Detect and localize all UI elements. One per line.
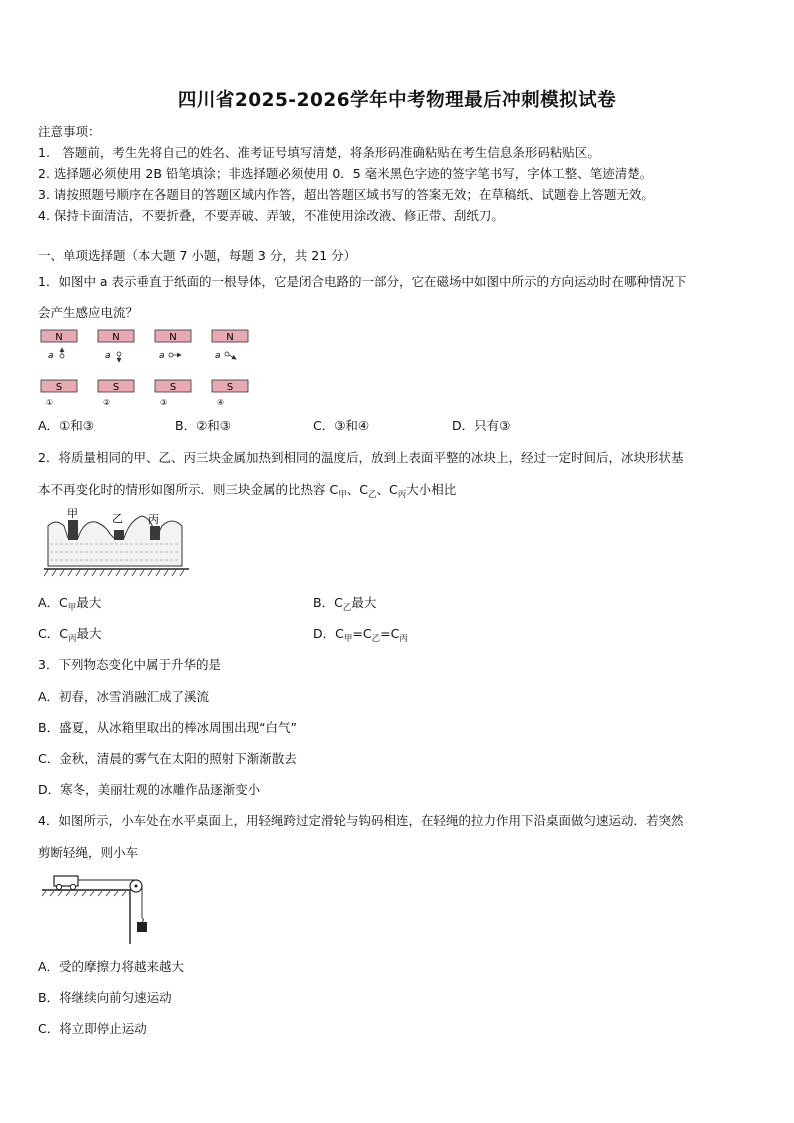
- q1-stem-line1: 1．如图中 a 表示垂直于纸面的一根导体，它是闭合电路的一部分，它在磁场中如图中所示的方向运动时在哪种情况下: [38, 274, 687, 289]
- q1-option-c[interactable]: C．③和④: [313, 418, 370, 433]
- svg-text:S: S: [169, 382, 177, 393]
- label-bing: 丙: [148, 513, 159, 526]
- q2-option-d[interactable]: D．$C_甲=C_乙=C_丙$: [313, 626, 408, 644]
- q3-option-b[interactable]: B．盛夏，从冰箱里取出的棒冰周围出现“白气”: [38, 720, 298, 735]
- q2-option-c[interactable]: C．$C_丙$最大: [38, 626, 102, 644]
- q4-option-b[interactable]: B．将继续向前匀速运动: [38, 990, 172, 1005]
- notice-item-4: 4. 保持卡面清洁，不要折叠，不要弄破、弄皱，不准使用涂改液、修正带、刮纸刀。: [38, 208, 504, 223]
- page-title: 四川省2025-2026学年中考物理最后冲刺模拟试卷: [177, 90, 617, 111]
- q2-stem-line2: 本不再变化时的情形如图所示．则三块金属的比热容 $C_甲$、$C_乙$、$C_丙$大小相比: [38, 482, 457, 500]
- label-jia: 甲: [67, 508, 78, 520]
- q2-option-a[interactable]: A．$C_甲$最大: [38, 595, 102, 613]
- notice-item-2: 2. 选择题必须使用 2B 铅笔填涂；非选择题必须使用 0．5 毫米黑色字迹的签字笔书写，字体工整、笔迹清楚。: [38, 166, 653, 181]
- q1-option-a[interactable]: A．①和③: [38, 418, 94, 433]
- svg-text:a: a: [159, 351, 165, 361]
- svg-text:S: S: [226, 382, 234, 393]
- q3-option-d[interactable]: D．寒冬，美丽壮观的冰雕作品逐渐变小: [38, 782, 261, 797]
- svg-text:N: N: [169, 332, 177, 343]
- q3-option-a[interactable]: A．初春，冰雪消融汇成了溪流: [38, 689, 210, 704]
- q4-stem-line2: 剪断轻绳，则小车: [38, 845, 139, 860]
- svg-text:②: ②: [103, 398, 111, 407]
- q4-cart-pulley-figure: [40, 866, 160, 944]
- svg-text:N: N: [112, 332, 120, 343]
- magnet-group-4: [212, 330, 248, 407]
- notice-item-3: 3. 请按照题号顺序在各题目的答题区域内作答，超出答题区域书写的答案无效；在草稿纸、试题卷上答题无效。: [38, 187, 654, 202]
- label-yi: 乙: [112, 512, 123, 525]
- svg-text:N: N: [226, 332, 234, 343]
- q4-option-c[interactable]: C．将立即停止运动: [38, 1021, 147, 1036]
- notice-heading: 注意事项：: [38, 124, 101, 139]
- q4-option-a[interactable]: A．受的摩擦力将越来越大: [38, 959, 185, 974]
- svg-text:a: a: [48, 351, 54, 361]
- magnet-group-3: [155, 330, 191, 407]
- magnet-group-1: [41, 330, 77, 407]
- q1-option-d[interactable]: D．只有③: [452, 418, 511, 433]
- svg-text:①: ①: [46, 398, 54, 407]
- q4-stem-line1: 4．如图所示，小车处在水平桌面上，用轻绳跨过定滑轮与钩码相连，在轻绳的拉力作用下沿桌面做匀速运动．若突然: [38, 813, 684, 828]
- q2-ice-figure: [44, 508, 189, 578]
- q3-option-c[interactable]: C．金秋，清晨的雾气在太阳的照射下渐渐散去: [38, 751, 297, 766]
- section-heading: 一、单项选择题（本大题 7 小题，每题 3 分，共 21 分）: [38, 248, 357, 263]
- q2-stem-line1: 2．将质量相同的甲、乙、丙三块金属加热到相同的温度后，放到上表面平整的冰块上，经过一定时间后，冰块形状基: [38, 450, 684, 465]
- magnet-group-2: [98, 330, 134, 407]
- svg-text:④: ④: [217, 398, 225, 407]
- svg-text:S: S: [55, 382, 63, 393]
- svg-text:a: a: [215, 351, 221, 361]
- svg-text:S: S: [112, 382, 120, 393]
- q1-option-b[interactable]: B．②和③: [175, 418, 231, 433]
- q1-magnet-figure: [38, 328, 258, 410]
- svg-text:③: ③: [160, 398, 168, 407]
- svg-text:N: N: [55, 332, 63, 343]
- svg-text:a: a: [105, 351, 111, 361]
- q3-stem: 3．下列物态变化中属于升华的是: [38, 657, 221, 672]
- q1-stem-line2: 会产生感应电流？: [38, 305, 139, 320]
- notice-item-1: 1. 答题前，考生先将自己的姓名、准考证号填写清楚，将条形码准确粘贴在考生信息条形码粘贴区。: [38, 145, 600, 160]
- q2-option-b[interactable]: B．$C_乙$最大: [313, 595, 377, 613]
